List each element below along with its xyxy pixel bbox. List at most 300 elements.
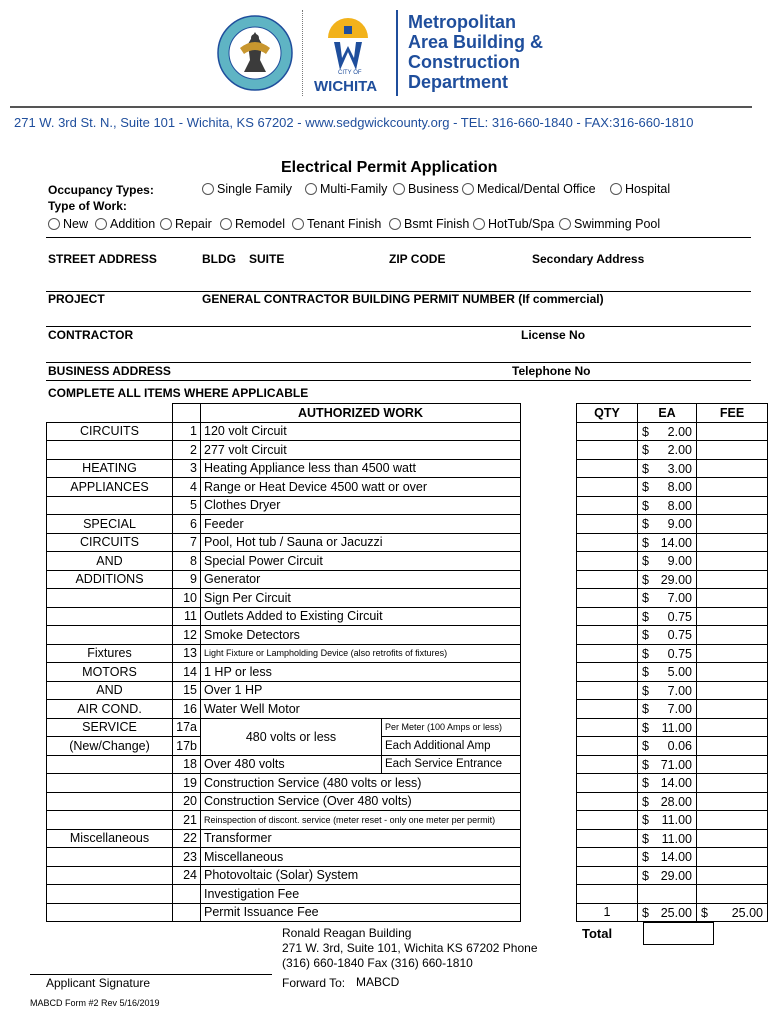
item-description: Reinspection of discont. service (meter reset - only one meter per permit) (201, 811, 521, 830)
dollar-sign: $ (642, 628, 649, 642)
qty-cell[interactable] (577, 552, 638, 571)
table-row (47, 866, 768, 885)
dollar-sign: $ (642, 868, 649, 883)
table-row (47, 626, 768, 645)
qty-header: QTY (577, 404, 638, 423)
category-cell: SERVICE (47, 718, 173, 737)
table-row (47, 515, 768, 534)
ea-amount: 11.00 (661, 831, 692, 846)
item-number: 2 (173, 441, 201, 460)
header-divider-blue (396, 10, 398, 96)
qty-cell[interactable] (577, 811, 638, 830)
item-description: Photovoltaic (Solar) System (201, 866, 521, 885)
dollar-sign: $ (642, 461, 649, 476)
dollar-sign: $ (642, 609, 649, 624)
footer-building: Ronald Reagan Building (282, 926, 412, 940)
ea-amount: 0.75 (667, 628, 692, 642)
table-row (47, 718, 768, 737)
ea-cell (638, 515, 697, 534)
qty-cell[interactable] (577, 829, 638, 848)
gc-permit-label: GENERAL CONTRACTOR BUILDING PERMIT NUMBER (If commercial) (202, 292, 604, 306)
header-rule (10, 106, 752, 108)
table-row (47, 459, 768, 478)
table-row (47, 848, 768, 867)
fee-cell[interactable] (697, 755, 768, 774)
type-of-work-label: Type of Work: (48, 199, 127, 213)
ea-amount: 8.00 (667, 498, 692, 513)
dollar-sign: $ (642, 665, 649, 679)
table-row (47, 755, 768, 774)
ea-cell (638, 774, 697, 793)
fee-amount: 25.00 (731, 905, 763, 920)
ea-cell (638, 644, 697, 663)
dollar-sign: $ (642, 646, 649, 661)
qty-cell[interactable] (577, 589, 638, 608)
fee-header: FEE (697, 404, 768, 423)
city-of-label: CITY OF (338, 70, 362, 76)
item-number: 17a (173, 718, 201, 737)
fee-cell[interactable] (697, 422, 768, 441)
item-number: 9 (173, 570, 201, 589)
fee-cell[interactable] (697, 681, 768, 700)
forward-to-value: MABCD (356, 975, 400, 989)
qty-cell[interactable] (577, 792, 638, 811)
fee-cell[interactable] (697, 441, 768, 460)
work-repair[interactable]: Repair (160, 217, 212, 231)
item-description: Over 1 HP (201, 681, 521, 700)
radio-icon[interactable] (48, 218, 60, 230)
applicant-signature-label: Applicant Signature (46, 976, 151, 990)
dollar-sign: $ (642, 813, 649, 827)
dollar-sign: $ (642, 720, 649, 735)
category-cell (47, 626, 173, 645)
item-number: 24 (173, 866, 201, 885)
item-description: Special Power Circuit (201, 552, 521, 571)
dollar-sign: $ (642, 517, 649, 531)
ea-cell (638, 570, 697, 589)
qty-cell[interactable] (577, 755, 638, 774)
qty-cell[interactable] (577, 496, 638, 515)
radio-icon[interactable] (305, 183, 317, 195)
item-number (173, 903, 201, 922)
category-cell (47, 607, 173, 626)
qty-cell[interactable] (577, 478, 638, 497)
table-row (47, 737, 768, 756)
secondary-address-label: Secondary Address (532, 252, 645, 266)
telephone-no-label: Telephone No (512, 364, 591, 378)
item-number: 14 (173, 663, 201, 682)
qty-cell[interactable] (577, 718, 638, 737)
dollar-sign: $ (642, 776, 649, 790)
ea-cell (638, 885, 697, 904)
field-rule (46, 237, 751, 238)
item-description: Construction Service (480 volts or less) (201, 774, 521, 793)
radio-icon[interactable] (160, 218, 172, 230)
table-header-row (47, 404, 768, 423)
work-hottub-spa[interactable]: HotTub/Spa (473, 217, 554, 231)
letterhead (0, 0, 770, 145)
radio-icon[interactable] (95, 218, 107, 230)
fee-cell[interactable] (697, 663, 768, 682)
ea-cell (638, 552, 697, 571)
dept-line-3: Construction (408, 52, 520, 72)
occupancy-hospital[interactable]: Hospital (610, 182, 670, 196)
ea-cell (638, 755, 697, 774)
item-subdescription: Per Meter (100 Amps or less) (382, 718, 521, 737)
occupancy-medical-dental[interactable]: Medical/Dental Office (462, 182, 596, 196)
item-number: 13 (173, 644, 201, 663)
work-bsmt-finish[interactable]: Bsmt Finish (389, 217, 469, 231)
contractor-label: CONTRACTOR (48, 328, 134, 342)
item-description: Clothes Dryer (201, 496, 521, 515)
dollar-sign: $ (642, 702, 649, 716)
work-remodel[interactable]: Remodel (220, 217, 285, 231)
ea-amount: 71.00 (660, 757, 692, 772)
ea-amount: 5.00 (667, 665, 692, 679)
category-cell: (New/Change) (47, 737, 173, 756)
fee-cell[interactable] (697, 811, 768, 830)
ea-amount: 28.00 (660, 794, 692, 809)
field-rule (46, 326, 751, 327)
item-number: 17b (173, 737, 201, 756)
form-title: Electrical Permit Application (281, 159, 498, 176)
item-number: 20 (173, 792, 201, 811)
radio-icon[interactable] (389, 218, 401, 230)
ea-cell (638, 441, 697, 460)
ea-amount: 29.00 (660, 868, 692, 883)
category-cell (47, 441, 173, 460)
ea-cell (638, 848, 697, 867)
fee-cell[interactable] (697, 700, 768, 719)
fee-cell[interactable] (697, 848, 768, 867)
table-row (47, 441, 768, 460)
qty-cell[interactable] (577, 459, 638, 478)
table-row (47, 552, 768, 571)
qty-cell[interactable] (577, 441, 638, 460)
header-divider (302, 10, 303, 96)
qty-cell[interactable] (577, 885, 638, 904)
field-rule (46, 362, 751, 363)
item-number: 5 (173, 496, 201, 515)
fee-cell[interactable] (697, 533, 768, 552)
item-number (173, 885, 201, 904)
field-rule (46, 380, 751, 381)
total-label: Total (582, 926, 613, 941)
item-number: 6 (173, 515, 201, 534)
table-row (47, 644, 768, 663)
project-label: PROJECT (48, 292, 105, 306)
radio-icon[interactable] (462, 183, 474, 195)
item-description: 120 volt Circuit (201, 422, 521, 441)
ea-amount: 11.00 (661, 813, 692, 827)
suite-label: SUITE (249, 252, 285, 266)
item-number: 4 (173, 478, 201, 497)
radio-icon[interactable] (393, 183, 405, 195)
ea-cell (638, 866, 697, 885)
dollar-sign: $ (642, 794, 649, 809)
item-number: 10 (173, 589, 201, 608)
category-cell: MOTORS (47, 663, 173, 682)
radio-icon[interactable] (610, 183, 622, 195)
category-cell (47, 774, 173, 793)
fee-cell[interactable] (697, 774, 768, 793)
dollar-sign: $ (642, 591, 649, 605)
dept-line-4: Department (408, 72, 509, 92)
fee-cell[interactable] (697, 737, 768, 756)
fee-cell[interactable] (697, 496, 768, 515)
item-description: Outlets Added to Existing Circuit (201, 607, 521, 626)
item-description: 480 volts or less (201, 718, 382, 755)
ea-amount: 9.00 (667, 554, 692, 568)
dollar-sign: $ (642, 554, 649, 568)
qty-cell[interactable] (577, 866, 638, 885)
qty-cell[interactable] (577, 626, 638, 645)
ea-amount: 2.00 (667, 424, 692, 439)
category-cell (47, 848, 173, 867)
category-cell (47, 866, 173, 885)
license-no-label: License No (521, 328, 586, 342)
total-fee-box[interactable] (643, 922, 714, 945)
work-new[interactable]: New (48, 217, 88, 231)
applicant-signature-line[interactable] (30, 974, 272, 975)
street-address-label: STREET ADDRESS (48, 252, 157, 266)
item-description: Miscellaneous (201, 848, 521, 867)
category-cell: HEATING (47, 459, 173, 478)
ea-cell (638, 681, 697, 700)
dollar-sign: $ (642, 572, 649, 587)
item-number: 22 (173, 829, 201, 848)
dollar-sign: $ (642, 831, 649, 846)
item-number: 16 (173, 700, 201, 719)
ea-amount: 7.00 (667, 683, 692, 698)
qty-cell[interactable] (577, 700, 638, 719)
category-cell: AND (47, 681, 173, 700)
table-row (47, 829, 768, 848)
ea-cell (638, 478, 697, 497)
radio-icon[interactable] (559, 218, 571, 230)
work-swimming-pool[interactable]: Swimming Pool (559, 217, 660, 231)
fee-cell[interactable] (697, 866, 768, 885)
category-cell (47, 755, 173, 774)
item-description: Generator (201, 570, 521, 589)
item-subdescription: Each Service Entrance (382, 755, 521, 774)
ea-amount: 0.06 (667, 739, 692, 753)
fee-cell[interactable] (697, 829, 768, 848)
ea-cell (638, 533, 697, 552)
fee-cell[interactable] (697, 478, 768, 497)
ea-cell (638, 811, 697, 830)
item-description: Feeder (201, 515, 521, 534)
category-cell (47, 811, 173, 830)
work-tenant-finish[interactable]: Tenant Finish (292, 217, 381, 231)
category-cell (47, 885, 173, 904)
item-description: Sign Per Circuit (201, 589, 521, 608)
ea-amount: 29.00 (660, 572, 692, 587)
category-cell (47, 496, 173, 515)
dollar-sign: $ (642, 424, 649, 439)
ea-amount: 8.00 (667, 480, 692, 494)
ea-cell (638, 829, 697, 848)
ea-cell (638, 718, 697, 737)
ea-cell (638, 792, 697, 811)
bldg-label: BLDG (202, 252, 236, 266)
category-cell: CIRCUITS (47, 422, 173, 441)
ea-amount: 14.00 (660, 776, 692, 790)
ea-amount: 9.00 (667, 517, 692, 531)
dollar-sign: $ (642, 480, 649, 494)
table-row (47, 533, 768, 552)
qty-cell[interactable] (577, 644, 638, 663)
item-description: Light Fixture or Lampholding Device (also retrofits of fixtures) (201, 644, 521, 663)
radio-icon[interactable] (292, 218, 304, 230)
work-addition[interactable]: Addition (95, 217, 155, 231)
department-contact-line: 271 W. 3rd St. N., Suite 101 - Wichita, KS 67202 - www.sedgwickcounty.org - TEL: 316-660-1840 - FAX:316-660-1810 (14, 115, 694, 130)
authorized-work-table (46, 403, 768, 922)
fee-cell[interactable] (697, 589, 768, 608)
qty-cell[interactable] (577, 570, 638, 589)
wichita-label: WICHITA (314, 78, 378, 95)
dollar-sign: $ (642, 443, 649, 457)
table-row (47, 478, 768, 497)
dollar-sign: $ (642, 905, 649, 920)
occupancy-single-family[interactable]: Single Family (202, 182, 292, 196)
business-address-label: BUSINESS ADDRESS (48, 364, 171, 378)
occupancy-multi-family[interactable]: Multi-Family (305, 182, 387, 196)
ea-cell (638, 589, 697, 608)
category-cell (47, 903, 173, 922)
ea-cell (638, 737, 697, 756)
table-row (47, 792, 768, 811)
table-row (47, 700, 768, 719)
qty-cell[interactable] (577, 848, 638, 867)
qty-cell[interactable] (577, 533, 638, 552)
category-cell (47, 589, 173, 608)
table-row (47, 589, 768, 608)
fee-cell[interactable] (697, 515, 768, 534)
table-row (47, 903, 768, 922)
ea-amount: 11.00 (661, 720, 692, 735)
table-row (47, 496, 768, 515)
qty-cell[interactable] (577, 422, 638, 441)
fee-cell[interactable] (697, 903, 768, 922)
ea-amount: 7.00 (667, 702, 692, 716)
item-description: Pool, Hot tub / Sauna or Jacuzzi (201, 533, 521, 552)
ea-amount: 14.00 (660, 850, 692, 864)
occupancy-business[interactable]: Business (393, 182, 459, 196)
fee-cell[interactable] (697, 626, 768, 645)
fee-cell[interactable] (697, 459, 768, 478)
department-name (408, 12, 543, 92)
item-number: 1 (173, 422, 201, 441)
occupancy-types-label: Occupancy Types: (48, 183, 154, 197)
fee-cell[interactable] (697, 570, 768, 589)
dollar-sign: $ (701, 905, 708, 920)
radio-icon[interactable] (202, 183, 214, 195)
qty-cell[interactable] (577, 663, 638, 682)
category-cell: AIR COND. (47, 700, 173, 719)
table-row (47, 681, 768, 700)
ea-cell (638, 903, 697, 922)
item-number: 3 (173, 459, 201, 478)
table-row (47, 811, 768, 830)
ea-amount: 3.00 (667, 461, 692, 476)
item-description: Smoke Detectors (201, 626, 521, 645)
fee-cell[interactable] (697, 718, 768, 737)
fee-cell[interactable] (697, 792, 768, 811)
radio-icon[interactable] (473, 218, 485, 230)
table-row (47, 774, 768, 793)
ea-amount: 7.00 (667, 591, 692, 605)
item-number: 7 (173, 533, 201, 552)
item-description: 1 HP or less (201, 663, 521, 682)
category-cell: ADDITIONS (47, 570, 173, 589)
fee-cell[interactable] (697, 644, 768, 663)
category-cell: SPECIAL (47, 515, 173, 534)
dept-line-2: Area Building & (408, 32, 544, 52)
category-cell: APPLIANCES (47, 478, 173, 497)
radio-icon[interactable] (220, 218, 232, 230)
dollar-sign: $ (642, 739, 649, 753)
table-row (47, 422, 768, 441)
item-description: Investigation Fee (201, 885, 521, 904)
fee-cell[interactable] (697, 607, 768, 626)
footer-address: 271 W. 3rd, Suite 101, Wichita KS 67202 Phone (282, 941, 538, 955)
dollar-sign: $ (642, 683, 649, 698)
qty-cell[interactable] (577, 774, 638, 793)
ea-amount: 0.75 (667, 609, 692, 624)
dollar-sign: $ (642, 757, 649, 772)
item-number: 19 (173, 774, 201, 793)
table-row (47, 570, 768, 589)
qty-cell[interactable]: 1 (577, 903, 638, 922)
dollar-sign: $ (642, 850, 649, 864)
table-row (47, 607, 768, 626)
qty-cell[interactable] (577, 607, 638, 626)
fee-cell[interactable] (697, 885, 768, 904)
qty-cell[interactable] (577, 737, 638, 756)
item-description: Transformer (201, 829, 521, 848)
item-description: Construction Service (Over 480 volts) (201, 792, 521, 811)
category-cell: Miscellaneous (47, 829, 173, 848)
qty-cell[interactable] (577, 515, 638, 534)
item-number: 18 (173, 755, 201, 774)
item-description: 277 volt Circuit (201, 441, 521, 460)
ea-amount: 14.00 (660, 535, 692, 550)
table-row (47, 885, 768, 904)
table-row (47, 663, 768, 682)
ea-cell (638, 607, 697, 626)
dollar-sign: $ (642, 535, 649, 550)
sedgwick-county-seal (216, 14, 294, 92)
footer-phones: (316) 660-1840 Fax (316) 660-1810 (282, 956, 473, 970)
complete-items-instruction: COMPLETE ALL ITEMS WHERE APPLICABLE (48, 386, 309, 400)
category-cell (47, 792, 173, 811)
category-cell: CIRCUITS (47, 533, 173, 552)
forward-to-label: Forward To: (282, 976, 346, 990)
item-description: Permit Issuance Fee (201, 903, 521, 922)
item-description: Range or Heat Device 4500 watt or over (201, 478, 521, 497)
item-description: Heating Appliance less than 4500 watt (201, 459, 521, 478)
dollar-sign: $ (642, 498, 649, 513)
item-number: 8 (173, 552, 201, 571)
ea-cell (638, 459, 697, 478)
fee-cell[interactable] (697, 552, 768, 571)
item-number: 12 (173, 626, 201, 645)
ea-amount: 25.00 (660, 905, 692, 920)
qty-cell[interactable] (577, 681, 638, 700)
category-cell: AND (47, 552, 173, 571)
ea-cell (638, 663, 697, 682)
